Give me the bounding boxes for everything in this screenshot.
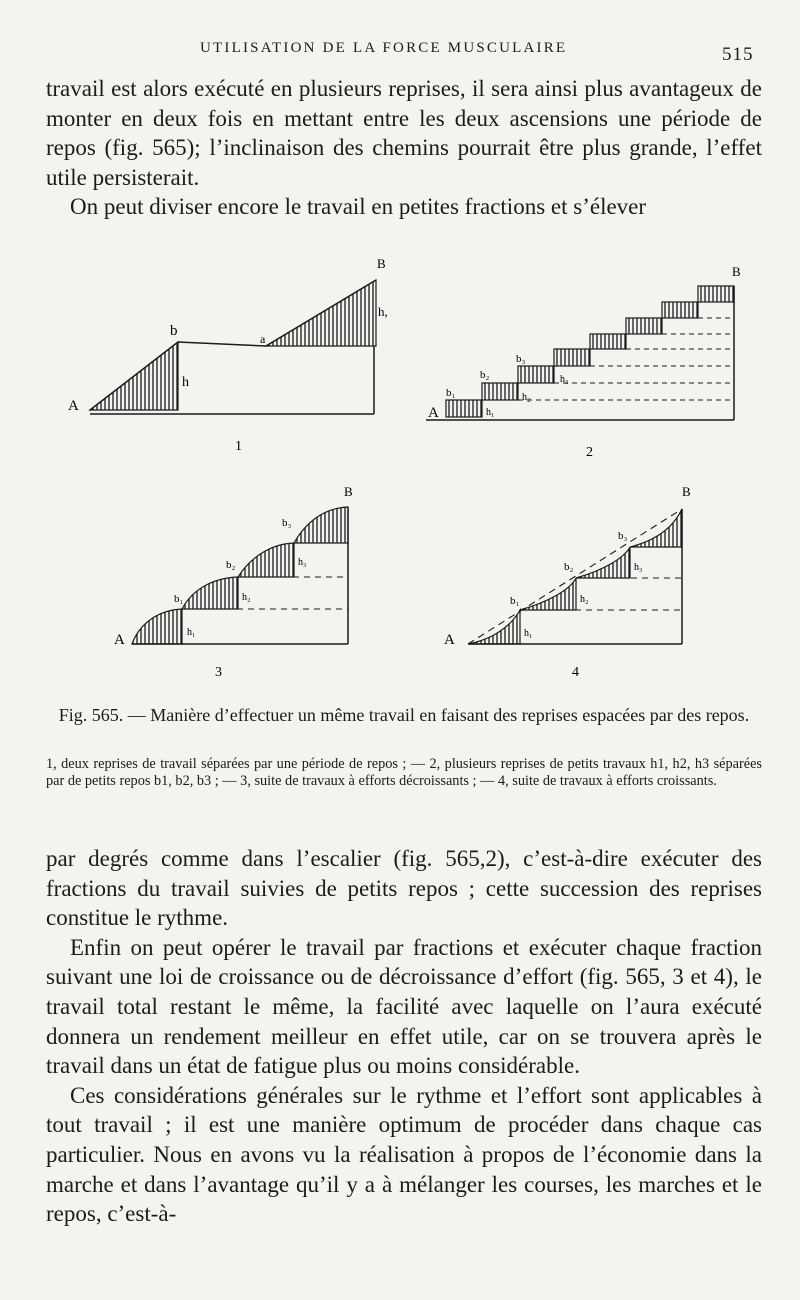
- label-b1: b₁: [510, 595, 520, 607]
- figure-565: [60, 250, 760, 690]
- label-b2: b₂: [480, 369, 490, 381]
- paragraph: par degrés comme dans l’escalier (fig. 565,2), c’est-à-dire exécuter des fractions du travail suivies de petits repos ; cette succession des reprises constitue le rythme.: [46, 846, 762, 931]
- label-b1: b₁: [446, 387, 456, 399]
- label-h1: h₁: [486, 407, 495, 418]
- body-text-bottom: [46, 844, 762, 1229]
- panel-2: [426, 264, 741, 460]
- panel-1: [68, 256, 388, 454]
- panel-number-1: 1: [235, 439, 242, 454]
- label-b: b: [170, 323, 178, 339]
- label-b1: b₁: [174, 593, 184, 605]
- label-b2: b₂: [226, 559, 236, 571]
- running-head: UTILISATION DE LA FORCE MUSCULAIRE: [200, 40, 568, 56]
- label-a: a: [260, 332, 266, 346]
- panel-4: [444, 484, 691, 680]
- panel-number-2: 2: [586, 445, 593, 460]
- label-b2: b₂: [564, 561, 574, 573]
- label-h-prime: h,: [378, 304, 388, 319]
- label-B: B: [377, 256, 386, 271]
- figure-caption-title: Fig. 565. — Manière d’effectuer un même travail en faisant des reprises espacées par des repos.: [58, 705, 750, 725]
- label-h1: h₁: [187, 627, 196, 638]
- dashed-levels: [520, 547, 682, 610]
- panel-number-4: 4: [572, 665, 579, 680]
- label-B: B: [732, 264, 741, 279]
- label-A: A: [428, 405, 439, 421]
- label-h3: h₃: [298, 557, 307, 568]
- label-B: B: [682, 484, 691, 499]
- label-b3: b₃: [282, 517, 292, 529]
- label-A: A: [68, 398, 79, 414]
- decreasing-effort-curves: [132, 507, 348, 644]
- paragraph: Ces considérations générales sur le rythme et l’effort sont applicables à tout travail ; il est une manière optimum de procéder dans chaque cas particulier. Nous en avons vu la réalisation à propos de l’économie dans la marche et dans l’avantage qu’il y a à mélanger les courses, les marches et le repos, c’est-à-: [46, 1082, 762, 1227]
- figure-caption-legend: 1, deux reprises de travail séparées par une période de repos ; — 2, plusieurs reprises de petits travaux h1, h2, h3 séparées par de petits repos b1, b2, b3 ; — 3, suite de travaux à efforts décroissants ; — 4, suite de travaux à efforts croissants.: [46, 756, 762, 789]
- label-h2: h₂: [522, 392, 531, 403]
- panel-number-3: 3: [215, 665, 222, 680]
- panel-3: [114, 484, 353, 680]
- paragraph: Enfin on peut opérer le travail par fractions et exécuter chaque fraction suivant une loi de croissance ou de décroissance d’effort (fig. 565, 3 et 4), le travail total restant le même, la facilité avec laquelle on l’aura exécuté donnera un rendement meilleur en effet utile, car on se trouvera après le travail dans un état de fatigue plus ou moins considérable.: [46, 934, 762, 1079]
- label-h: h: [182, 375, 189, 390]
- label-b3: b₃: [516, 353, 526, 365]
- paragraph: travail est alors exécuté en plusieurs reprises, il sera ainsi plus avantageux de monter en deux fois en mettant entre les deux ascensions une période de repos (fig. 565); l’inclinaison des chemins pourrait être plus grande, l’effet utile persisterait.: [46, 76, 762, 190]
- label-B: B: [344, 484, 353, 499]
- label-h3: h₃: [634, 562, 643, 573]
- label-h3: h₃: [560, 374, 569, 385]
- label-h2: h₂: [242, 592, 251, 603]
- body-text-top: [46, 74, 762, 222]
- label-h2: h₂: [580, 594, 589, 605]
- stair-steps: [446, 286, 734, 417]
- dashed-diagonal: [468, 509, 682, 644]
- paragraph: On peut diviser encore le travail en petites fractions et s’élever: [70, 194, 647, 220]
- page-number: 515: [722, 44, 754, 65]
- label-b3: b₃: [618, 530, 628, 542]
- label-A: A: [444, 632, 455, 648]
- figure-565-diagrams: [60, 250, 760, 690]
- label-h1: h₁: [524, 628, 533, 639]
- label-A: A: [114, 632, 125, 648]
